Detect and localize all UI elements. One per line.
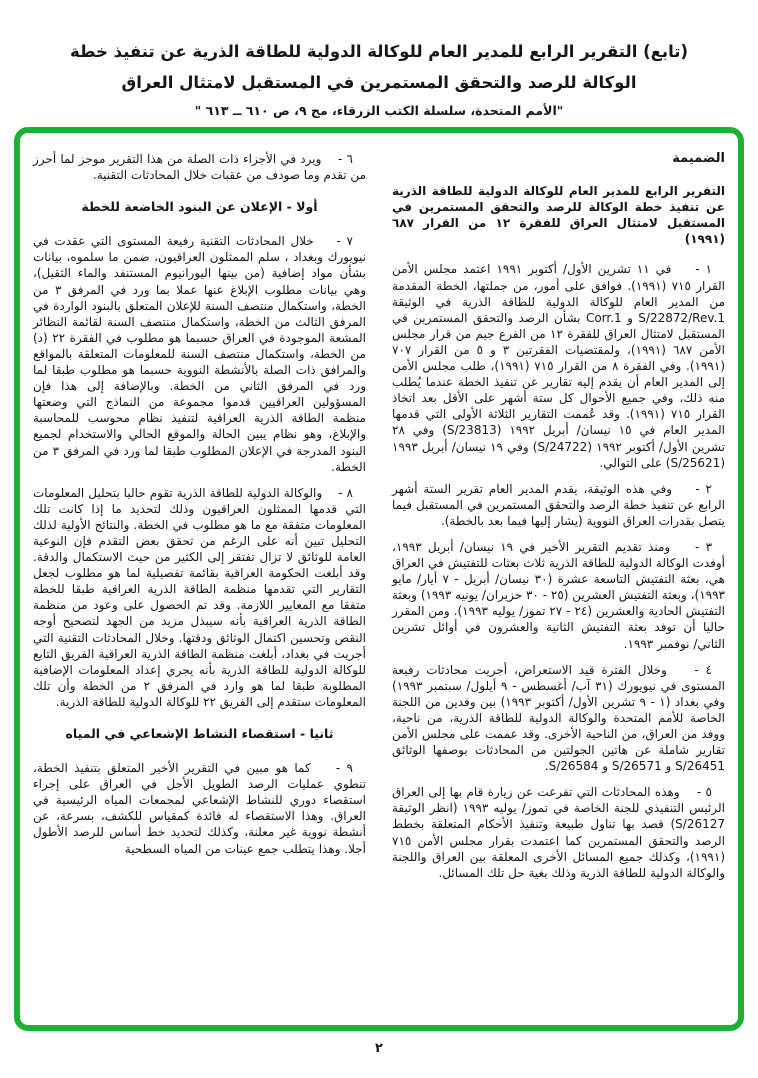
paragraph-6: ٦ - ويرد في الأجزاء ذات الصلة من هذا التقرير موجز لما أحرز من تقدم وما صودف من عقبات خلال المحادثات التقنية. <box>33 152 366 183</box>
paragraph-1: ١ - في ١١ تشرين الأول/ أكتوبر ١٩٩١ اعتمد مجلس الأمن القرار ٧١٥ (١٩٩١). فوافق على أمور، من جملتها، الخطة المقدمة من المدير العام للوكالة الدولية للطاقة الذرية في الوثيقة S/22872/Rev.1 و Corr.1 بشأن الرصد والتحقق المستمرين في المستقبل لامتثال العراق للفقرة ١٢ من الفرع جيم من قرار مجلس الأمن ٦٨٧ (١٩٩١)، ولمقتضيات الفقرتين ٣ و ٥ من القرار ٧٠٧ (١٩٩١). وفي الفقرة ٨ من القرار ٧١٥ (١٩٩١)، طلب مجلس الأمن إلى المدير العام أن يقدم إليه تقارير عن تنفيذ الخطة عندما يُطلب منه ذلك، وفي جميع الأحوال كل ستة أشهر على الأقل بعد اتخاذ القرار ٧١٥ (١٩٩١). وقد عُممت التقارير الثلاثة الأولى التي قدمها المدير العام في ١٥ نيسان/ أبريل ١٩٩٢ (S/23813) وفي ٢٨ تشرين الأول/ أكتوبر ١٩٩٢ (S/24722) وفي ١٩ نيسان/ أبريل ١٩٩٣ (S/25621) على التوالي. <box>392 262 726 470</box>
paragraph-8: ٨ - والوكالة الدولية للطاقة الذرية تقوم حاليا بتحليل المعلومات التي قدمها الممثلون العراقيون وذلك لتحديد ما إذا كانت تلك المعلومات متفقة مع ما هو مطلوب في الخطة. والنتائج الأولية لذلك التحليل تبين أنه على الرغم من تحقق بعض التقدم فإن النوعية العامة للوثائق لا تزال تفتقر إلى الكثير من حيث الاستكمال والدقة. وقد أبلغت الحكومة العراقية بقائمة تفصيلية لما هو مطلوب لجعل التقارير التي تقدمها منظمة الطاقة الذرية العراقية طبقا للخطة متفقا مع المعايير اللازمة. وقد تم الحصول على وعود من منظمة الطاقة الذرية العراقية بأنه سيبذل مزيد من الجهد لتصحيح أوجه النقص وتحسين اكتمال الوثائق ودقتها. وخلال المحادثات التقنية التي أجريت في بغداد، أبلغت منظمة الطاقة الذرية العراقية الفريق التابع للوكالة الدولية للطاقة الذرية بأنه يجري إعداد المعلومات الإضافية المطلوبة طبقا لما هو وارد في المرفق ٢ من الخطة وأن تلك المعلومات ستقدم إلى الفريق ٢٢ للوكالة الدولية للطاقة الذرية. <box>33 485 366 709</box>
report-intro-paragraph: التقرير الرابع للمدير العام للوكالة الدولية للطاقة الذرية عن تنفيذ خطة الوكالة للرصد والتحقق المستمرين في المستقبل لامتثال العراق للفقرة ١٢ من القرار ٦٨٧ (١٩٩١) <box>392 184 725 247</box>
column-right <box>392 151 725 1015</box>
document-header <box>0 36 758 121</box>
page-title-line-1: (تابع) التقرير الرابع للمدير العام للوكالة الدولية للطاقة الذرية عن تنفيذ خطة <box>69 42 689 61</box>
paragraph-9: ٩ - كما هو مبين في التقرير الأخير المتعلق بتنفيذ الخطة، تنطوي عمليات الرصد الطويل الأجل في العراق على إجراء استقصاء دوري للنشاط الإشعاعي لمجمعات المياه الرئيسية في العراق. وهذا الاستقصاء له فائدة كمقياس للكشف، بسرعة، عن أنشطة نووية غير معلنة، وكذلك لتحديد خط أساس للرصد الأطول أجلا. وهذا يتطلب جمع عينات من المياه السطحية <box>33 761 366 856</box>
document-border-box <box>14 127 744 1031</box>
paragraph-7: ٧ - خلال المحادثات التقنية رفيعة المستوى التي عقدت في نيويورك وبغداد ، سلم الممثلون العراقيون، ضمن ما سلموه، بيانات بشأن مواد إضافية (من بينها اليورانيوم المستنفد والماء الثقيل)، وهي بيانات مطلوب الإبلاغ عنها عملا بما ورد في المرفق ٣ من الخطة، واستكمال منتصف السنة للإعلان المتعلق بالبنود الواردة في المرفق الثالث من الخطة، واستكمال منتصف السنة لقائمة النظائر المشعة الموجودة في العراق حسبما هو مطلوب في الفقرة ٢٢ (د) من الخطة، واستكمال منتصف السنة للمعلومات المتعلقة بالمواقع والمرافق ذات الصلة بالأنشطة النووية حسبما هو مطلوب طبقا لما ورد في المرفق الثاني من الخطة. وبالإضافة إلى هذا فإن المسؤولين العراقيين قدموا مجموعة من النماذج التي وضعتها منظمة الطاقة الذرية العراقية لتنفيذ نظام محوسب للمحاسبة والإبلاغ، وهو نظام يبين الحالة والموقع الحالي والاستخدام لجميع البنود المدرجة في الإعلان المطلوب طبقا لما ورد في المرفق ٣ من الخطة. <box>33 234 366 474</box>
paragraph-5: ٥ - وهذه المحادثات التي تفرعت عن زيارة قام بها إلى العراق الرئيس التنفيذي للجنة الخاصة في تموز/ يوليه ١٩٩٣ (انظر الوثيقة S/26127) قصد بها تناول طبيعة وتنفيذ الأحكام المتعلقة بخطط الرصد والتحقق المستمرين كما اعتمدت بقرار مجلس الأمن ٧١٥ (١٩٩١)، وكذلك جميع المسائل الأخرى المعلقة بين العراق واللجنة والوكالة الدولية للطاقة الذرية وذلك بغية حل تلك المسائل. <box>392 785 725 880</box>
two-column-layout <box>20 133 738 1025</box>
paragraph-4: ٤ - وخلال الفترة قيد الاستعراض، أجريت محادثات رفيعة المستوى في نيويورك (٣١ آب/ أغسطس - ٩ أيلول/ سبتمبر ١٩٩٣) وفي بغداد (١ - ٩ تشرين الأول/ أكتوبر ١٩٩٣) بين وفدين من اللجنة الخاصة للأمم المتحدة والوكالة الدولية للطاقة الذرية، من ناحية، ووفد من العراق، من الناحية الأخرى. وقد عممت على مجلس الأمن تقارير شاملة عن هاتين الجولتين من المحادثات بوصفها الوثائق S/26451 و S/26571 و S/26584. <box>392 662 725 774</box>
source-citation: "الأمم المتحدة، سلسلة الكتب الزرقاء، مج ٩، ص ٦١٠ ــ ٦١٣ " <box>194 103 564 118</box>
paragraph-2: ٢ - وفي هذه الوثيقة، يقدم المدير العام تقرير الستة أشهر الرابع عن تنفيذ خطة الرصد والتحقق المستمرين في المستقبل فيما يتصل بقدرات العراق النووية (يشار إليها فيما بعد بالخطة). <box>392 481 725 528</box>
annex-heading: الضميمة <box>672 151 725 166</box>
page-title-line-2: الوكالة للرصد والتحقق المستمرين في المستقبل لامتثال العراق <box>121 73 637 92</box>
page-number: ٢ <box>375 1041 383 1056</box>
section-heading-second: ثانيا - استقصاء النشاط الإشعاعي في المياه <box>65 726 334 741</box>
column-left <box>33 151 366 1015</box>
paragraph-3: ٣ - ومنذ تقديم التقرير الأخير في ١٩ نيسان/ أبريل ١٩٩٣، أوفدت الوكالة الدولية للطاقة الذرية ثلاث بعثات للتفتيش في العراق هي، بعثة التفتيش التاسعة عشرة (٣٠ نيسان/ أبريل - ٧ أيار/ مايو ١٩٩٣)، وبعثة التفتيش العشرين (٢٥ - ٣٠ حزيران/ يونيه ١٩٩٣) وبعثة التفتيش الحادية والعشرين (٢٤ - ٢٧ تموز/ يوليه ١٩٩٣). ومن المقرر حاليا أن توفد بعثة التفتيش الثانية والعشرون في أوائل تشرين الثاني/ نوفمبر ١٩٩٣. <box>392 539 726 651</box>
section-heading-first: أولا - الإعلان عن البنود الخاضعة للخطة <box>81 199 318 215</box>
